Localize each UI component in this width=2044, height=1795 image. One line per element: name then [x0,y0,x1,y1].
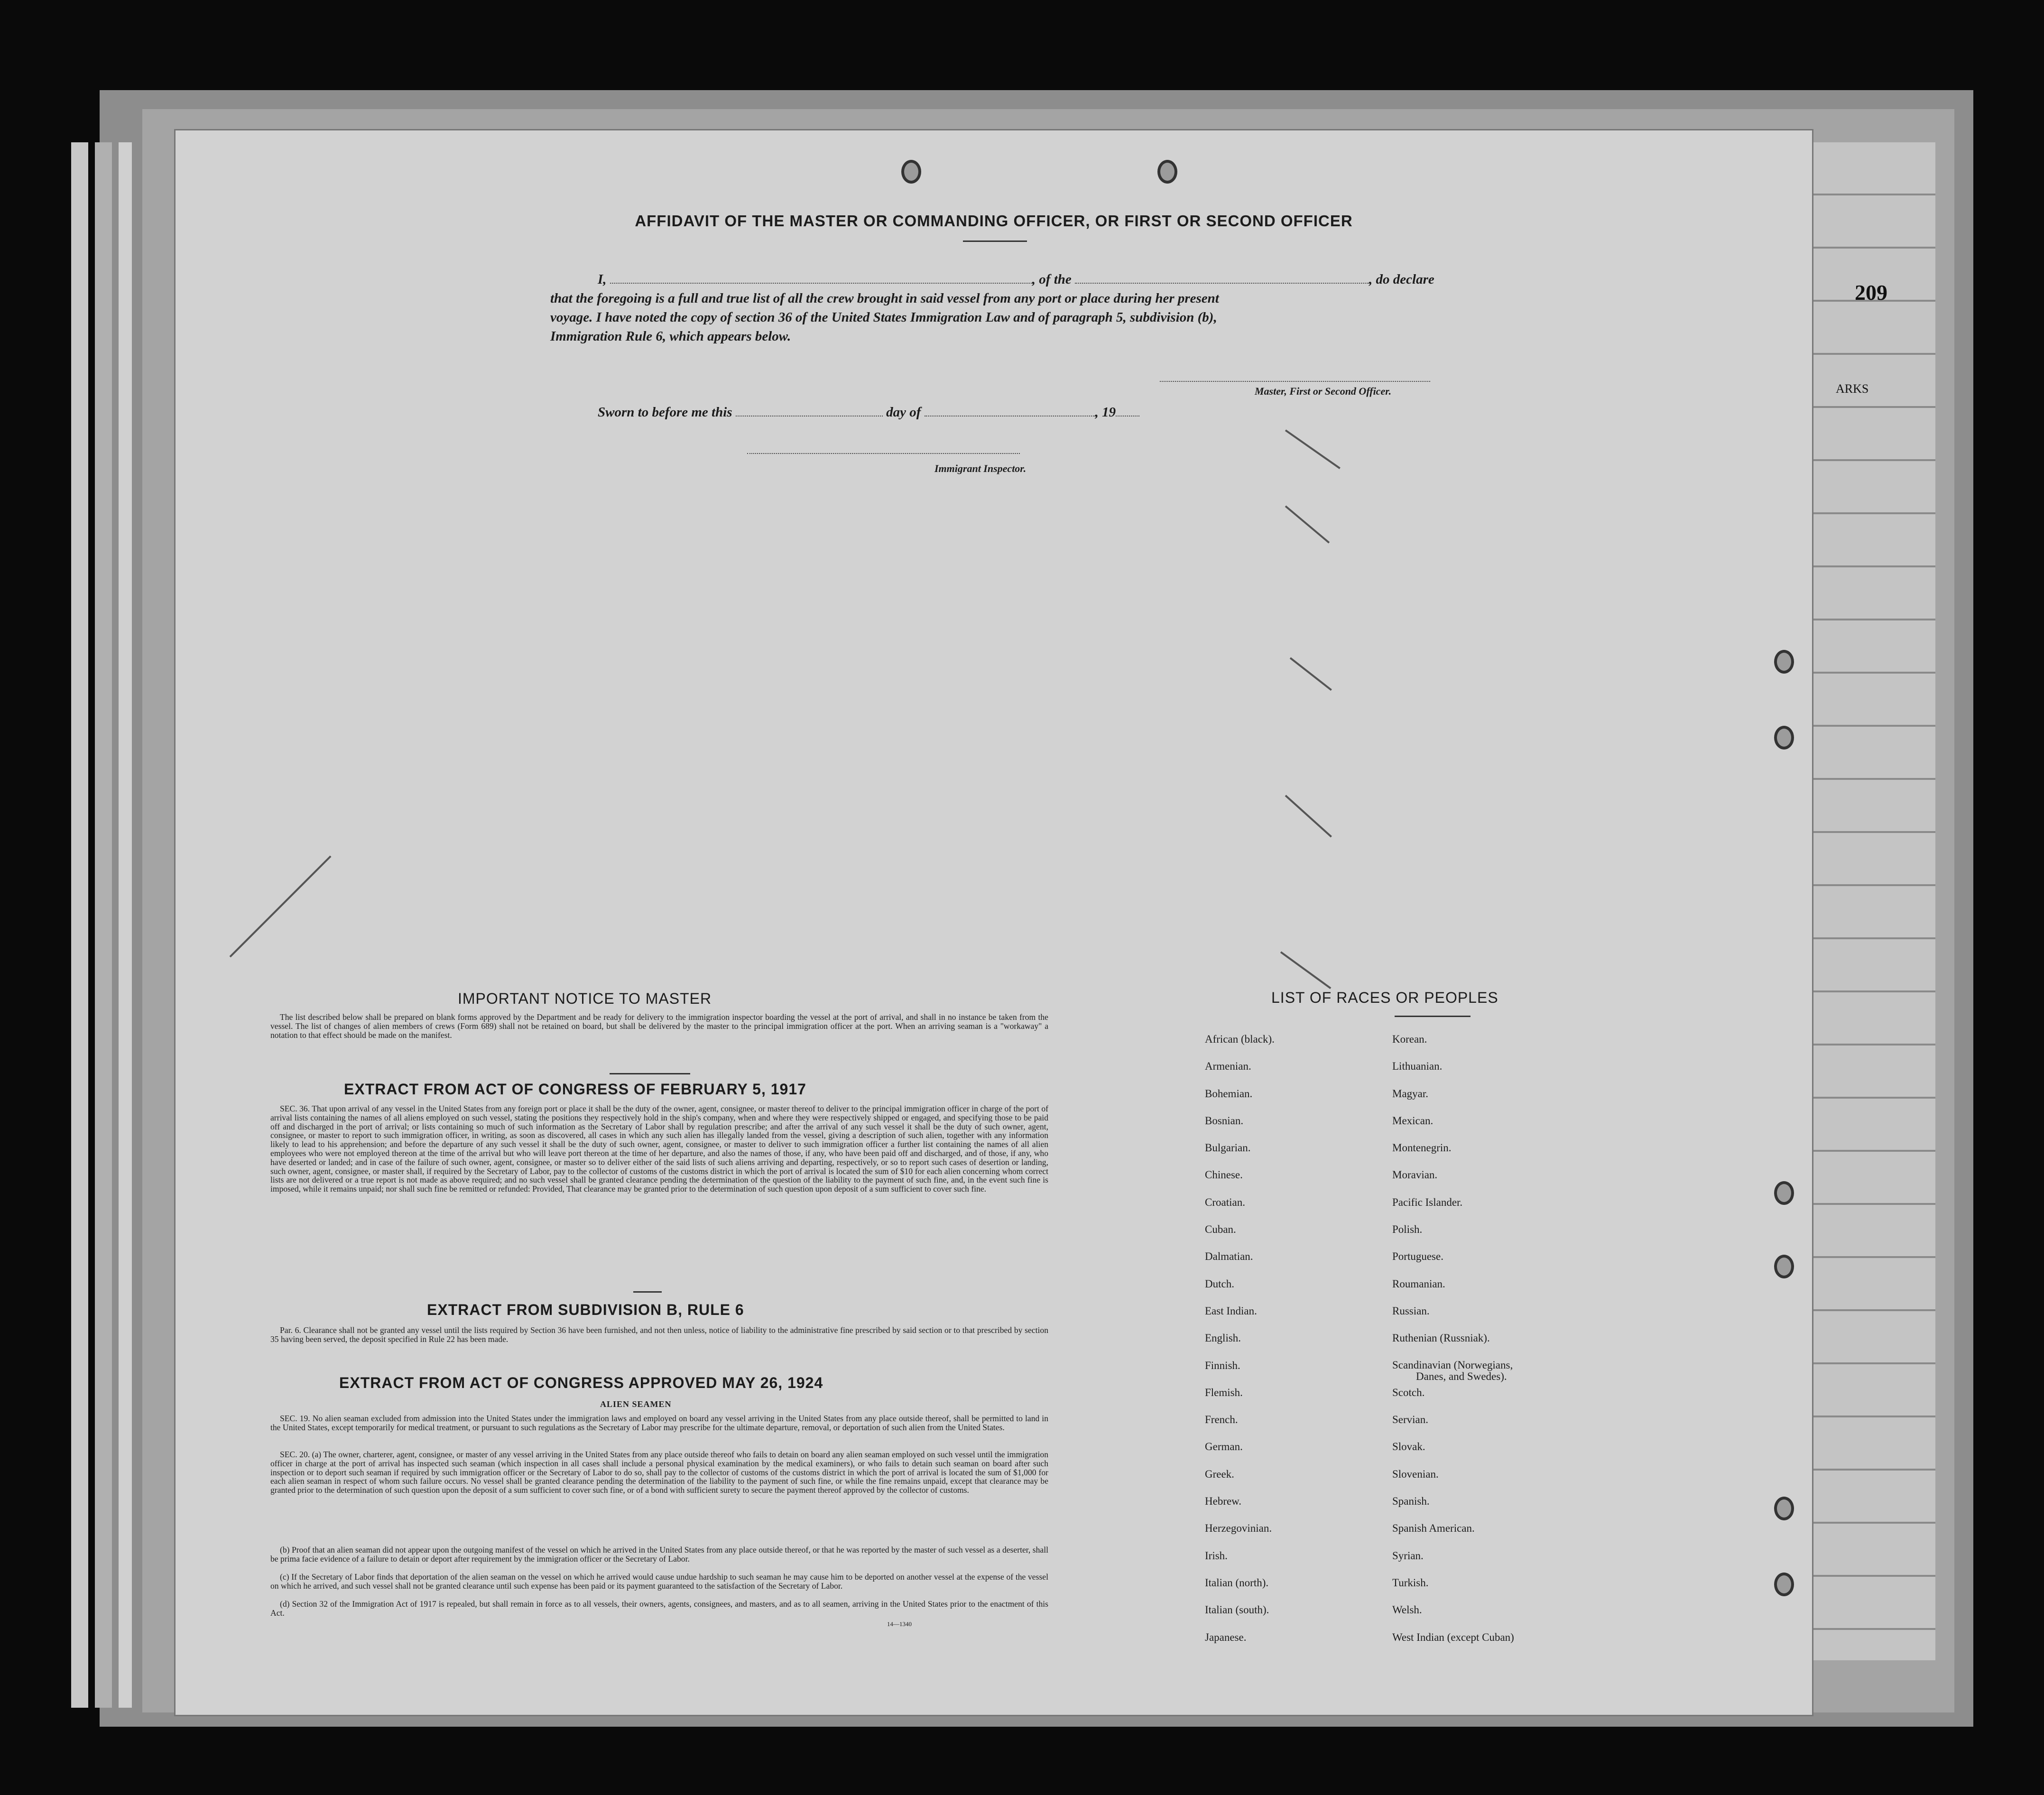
race-item: Armenian. [1205,1060,1251,1073]
vessel-blank [1075,280,1369,284]
race-item: Flemish. [1205,1386,1243,1398]
races-left-column [1205,1033,1275,1658]
race-item: Roumanian. [1392,1277,1445,1290]
sworn-day-of: day of [886,405,921,420]
punch-hole [901,160,921,184]
affidavit-line-3: voyage. I have noted the copy of section 36 of the United States Immigration Law and of paragraph 5, subdivision (b), [550,310,1217,325]
inspector-caption: Immigrant Inspector. [934,463,1027,474]
affidavit-i: I, [598,272,607,287]
master-caption: Master, First or Second Officer. [1255,385,1392,397]
notice-title: IMPORTANT NOTICE TO MASTER [458,990,712,1007]
race-item: Scandinavian (Norwegians, Danes, and Swedes). [1392,1360,1514,1387]
race-item: French. [1205,1414,1238,1426]
race-item: Ruthenian (Russniak). [1392,1332,1490,1344]
race-item: West Indian (except Cuban) [1392,1631,1514,1643]
affidavit-sheet [176,130,1812,1715]
race-item: Herzegovinian. [1205,1522,1272,1535]
name-blank [610,280,1032,284]
race-item: Scotch. [1392,1386,1425,1398]
alien-seamen-heading: ALIEN SEAMEN [600,1399,672,1409]
page-number: 209 [1855,280,1887,305]
race-item: Cuban. [1205,1223,1236,1236]
year-blank [1116,413,1139,416]
notice-divider [610,1073,690,1074]
race-item: Pacific Islander. [1392,1196,1463,1208]
race-item: Hebrew. [1205,1495,1242,1508]
pencil-mark [1280,951,1332,989]
races-divider [1395,1016,1471,1017]
remarks-column-fragment: ARKS [1836,382,1869,396]
month-blank [925,413,1095,416]
races-right-column [1392,1033,1514,1658]
race-item-continuation: Danes, and Swedes). [1416,1370,1507,1382]
sworn-line [598,405,1139,420]
extract-divider [633,1291,662,1293]
extract-1924-sec20a: SEC. 20. (a) The owner, charterer, agent, consignee, or master of any vessel arriving in the United States from any place outside thereof who fails to detain on board any alien seaman employed on such vessel until the immigration officer in charge at the port of arrival has inspected such seaman (which inspection in all cases shall include a personal physical examination by the medical examiners), or who fails to detain such seaman on board after such inspection or to deport such seaman if required by such immigration officer or the Secretary of Labor to do so, shall pay to the collector of customs of the customs district in which the port of arrival is located the sum of $1,000 for each alien seaman in respect of whom such failure occurs. No vessel shall be granted clearance pending the determination of the liability to the payment of such fine, or while the fine remains unpaid, except that clearance may be granted prior to the determination of such question upon the deposit of a sum sufficient to cover such fine, or of a bond with sufficient surety to secure the payment thereof approved by the collector of customs. [270,1450,1048,1495]
affidavit-line-2: that the foregoing is a full and true list of all the crew brought in said vessel from any port or place during her present [550,291,1219,306]
race-item: Turkish. [1392,1576,1429,1589]
punch-hole [1774,1573,1794,1596]
extract-rule6-title: EXTRACT FROM SUBDIVISION B, RULE 6 [427,1301,744,1318]
race-item: Mexican. [1392,1114,1434,1127]
affidavit-do-declare: , do declare [1369,272,1434,287]
pencil-mark [1285,429,1341,469]
day-blank [736,413,883,416]
race-item: Magyar. [1392,1087,1429,1100]
race-item: Greek. [1205,1468,1234,1480]
race-item: Bosnian. [1205,1114,1244,1127]
punch-hole [1157,160,1177,184]
extract-1917-text: SEC. 36. That upon arrival of any vessel in the United States from any foreign port or place it shall be the duty of the owner, agent, consignee, or master thereof to deliver to the principal immigration officer in charge of the port of arrival lists containing the names of all aliens employed on such vessel, stating the positions they respectively hold in the ship's company, when and where they were respectively shipped or engaged, and specifying those to be paid off and discharged in the port of arrival; or lists containing so much of such information as the Secretary of Labor shall by regulation prescribe; and after the arrival of any such vessel it shall be the duty of such owner, agent, consignee, or master to report to such immigration officer, in writing, as soon as discovered, all cases in which any such alien has illegally landed from the vessel, giving a description of such alien, together with any information likely to lead to his apprehension; and before the departure of any such vessel it shall be the duty of such owner, agent, consignee, or master to deliver to such immigration officer a further list containing the names of all alien employees who were not employed thereon at the time of the arrival but who will leave port thereon at the time of her departure, and also the names of those, if any, who have been paid off and discharged, and of those, if any, who have deserted or landed; and in case of the failure of such owner, agent, consignee, or master so to deliver either of the said lists of such aliens arriving and departing, respectively, or so to report such cases of desertion or landing, such owner, agent, consignee, or master shall, if required by the Secretary of Labor, pay to the collector of customs of the customs district in which the port of arrival is located the sum of $10 for each alien concerning whom correct lists are not delivered or a true report is not made as above required; and no such vessel shall be granted clearance pending the determination of the question of the liability to the payment of such fine, and, in the event such fine is imposed, while it remains unpaid; nor shall such fine be remitted or refunded: Provided, That clearance may be granted prior to the determination of such question upon deposit of a sum sufficient to cover such fine. [270,1104,1048,1194]
race-item: Russian. [1392,1305,1430,1317]
sworn-prefix: Sworn to before me this [598,405,732,420]
race-item: Lithuanian. [1392,1060,1443,1073]
punch-hole [1774,1497,1794,1520]
race-item: Dalmatian. [1205,1250,1253,1263]
affidavit-line-4: Immigration Rule 6, which appears below. [550,329,791,344]
race-item: African (black). [1205,1033,1275,1045]
race-item: East Indian. [1205,1305,1257,1317]
race-item: Bulgarian. [1205,1142,1251,1154]
race-item: English. [1205,1332,1241,1344]
race-item: Croatian. [1205,1196,1245,1208]
title-underline [963,241,1027,242]
race-item: Welsh. [1392,1604,1422,1616]
race-item: Korean. [1392,1033,1427,1045]
race-item: Italian (south). [1205,1604,1269,1616]
extract-rule6-text: Par. 6. Clearance shall not be granted any vessel until the lists required by Section 36 have been furnished, and not then unless, notice of liability to the administrative fine prescribed by said section or to that prescribed by section 35 having been served, the deposit specified in Rule 22 has been made. [270,1325,1048,1344]
extract-1924-sec20d: (d) Section 32 of the Immigration Act of 1917 is repealed, but shall remain in force as to all vessels, their owners, agents, consignees, and masters, and as to all seamen, arriving in the United States prior to the enactment of this Act. [270,1599,1048,1618]
races-title: LIST OF RACES OR PEOPLES [1271,989,1498,1006]
extract-1924-sec20c: (c) If the Secretary of Labor finds that deportation of the alien seaman on the vessel on which he arrived would cause undue hardship to such seaman he may cause him to be deported on another vessel at the expense of the vessel on which he arrived, and such vessel shall not be granted clearance until such expense has been paid or its payment guaranteed to the satisfaction of the Secretary of Labor. [270,1572,1048,1591]
race-item: Spanish. [1392,1495,1430,1508]
pencil-mark [1285,505,1330,543]
race-item: Portuguese. [1392,1250,1443,1263]
affidavit-title: AFFIDAVIT OF THE MASTER OR COMMANDING OFFICER, OR FIRST OR SECOND OFFICER [635,212,1353,230]
extract-1924-sec20b: (b) Proof that an alien seaman did not appear upon the outgoing manifest of the vessel on which he arrived in the United States from any place outside thereof, or that he was reported by the master of such vessel as a deserter, shall be prima facie evidence of a failure to detain or deport after requirement by the immigration officer or the Secretary of Labor. [270,1545,1048,1564]
page-edge [95,142,112,1708]
affidavit-line-1 [598,272,1434,287]
race-item: Syrian. [1392,1549,1424,1562]
page-edge [119,142,132,1708]
race-item: German. [1205,1441,1243,1453]
race-item: Finnish. [1205,1359,1240,1371]
race-item: Spanish American. [1392,1522,1475,1535]
race-item: Slovenian. [1392,1468,1439,1480]
punch-hole [1774,1181,1794,1205]
pencil-mark [1290,657,1332,691]
pencil-mark [230,855,332,957]
master-signature-line [1160,381,1430,382]
race-item: Dutch. [1205,1277,1234,1290]
race-item: Italian (north). [1205,1576,1269,1589]
extract-1924-sec19: SEC. 19. No alien seaman excluded from admission into the United States under the immigration laws and employed on board any vessel arriving in the United States from any place outside thereof, shall be permitted to land in the United States, except temporarily for medical treatment, or pursuant to such regulations as the Secretary of Labor may prescribe for the ultimate departure, removal, or deportation of such alien from the United States. [270,1414,1048,1432]
race-item: Japanese. [1205,1631,1247,1643]
sworn-year: , 19 [1095,405,1116,420]
page-edge [71,142,88,1708]
race-item: Bohemian. [1205,1087,1253,1100]
extract-1917-title: EXTRACT FROM ACT OF CONGRESS OF FEBRUARY 5, 1917 [344,1081,806,1098]
pencil-mark [1285,795,1332,838]
race-item: Irish. [1205,1549,1228,1562]
punch-hole [1774,726,1794,749]
form-number: 14—1340 [887,1620,912,1628]
punch-hole [1774,650,1794,674]
race-item: Slovak. [1392,1441,1425,1453]
punch-hole [1774,1255,1794,1278]
extract-1924-title: EXTRACT FROM ACT OF CONGRESS APPROVED MAY 26, 1924 [339,1374,823,1391]
race-item: Servian. [1392,1414,1429,1426]
notice-text: The list described below shall be prepared on blank forms approved by the Department and be ready for delivery to the immigration inspector boarding the vessel at the port of arrival, and shall in no instance be taken from the vessel. The list of changes of alien members of crews (Form 689) shall not be retained on board, but shall be delivered by the master to the principal immigration officer at the port. When an arriving seaman is a "workaway" a notation to that effect should be made on the manifest. [270,1012,1048,1040]
race-item: Polish. [1392,1223,1423,1236]
race-item: Chinese. [1205,1169,1243,1181]
inspector-signature-line [747,453,1020,454]
race-item: Montenegrin. [1392,1142,1452,1154]
race-item: Moravian. [1392,1169,1438,1181]
affidavit-of-the: , of the [1032,272,1072,287]
